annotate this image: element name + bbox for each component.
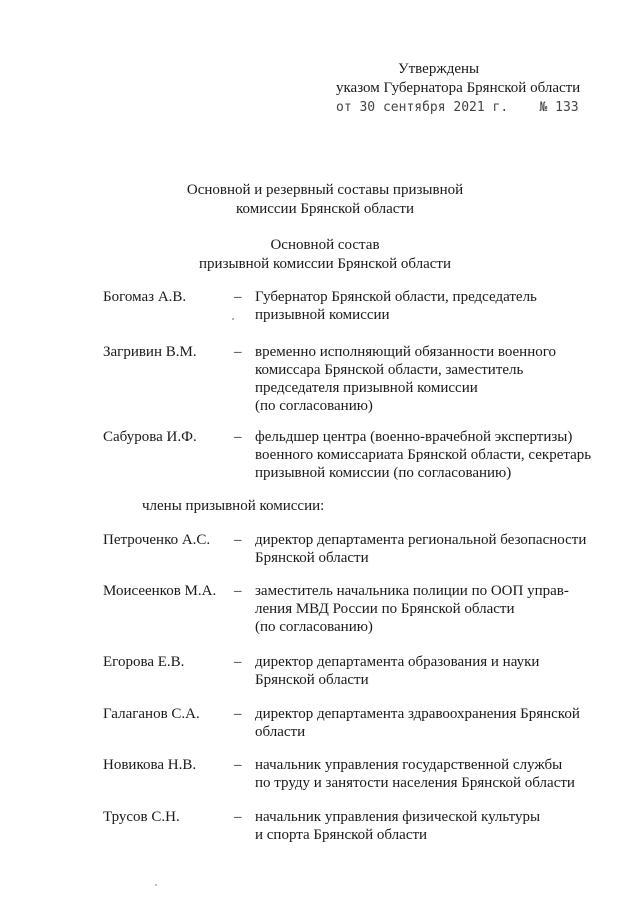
dash-separator: –	[234, 583, 242, 599]
member-name: Моисеенков М.А.	[103, 583, 217, 599]
position-line: призывной комиссии	[255, 307, 390, 323]
member-position	[255, 343, 600, 415]
document-title-line-1: Основной и резервный составы призывной	[186, 182, 464, 198]
document-title-line-2: комиссии Брянской области	[235, 201, 415, 217]
member-name: Егорова Е.В.	[103, 654, 185, 670]
position-line: Губернатор Брянской области, председатель	[255, 289, 537, 305]
position-line: директор департамента региональной безопасности	[255, 532, 587, 548]
section-title-line-1: Основной состав	[270, 237, 380, 253]
member-position	[255, 428, 600, 482]
member-name: Богомаз А.В.	[103, 289, 187, 305]
position-line: военного комиссариата Брянской области, секретарь	[255, 447, 592, 463]
position-line: председателя призывной комиссии	[255, 380, 478, 396]
member-position	[255, 288, 600, 324]
dash-separator: –	[234, 757, 242, 773]
position-line: (по согласованию)	[255, 619, 373, 635]
approval-heading: Утверждены	[398, 61, 480, 77]
member-position	[255, 808, 600, 844]
dash-separator: –	[234, 809, 242, 825]
position-line: директор департамента образования и науки	[255, 654, 540, 670]
member-position	[255, 531, 600, 567]
position-line: директор департамента здравоохранения Брянской	[255, 706, 580, 722]
approval-decree: указом Губернатора Брянской области	[336, 80, 581, 96]
members-label: члены призывной комиссии:	[142, 498, 325, 514]
position-line: призывной комиссии (по согласованию)	[255, 465, 512, 481]
position-line: фельдшер центра (военно-врачебной экспертизы)	[255, 429, 573, 445]
position-line: начальник управления государственной службы	[255, 757, 563, 773]
position-line: заместитель начальника полиции по ООП управ-	[255, 583, 569, 599]
dash-separator: –	[234, 344, 242, 360]
dash-separator: –	[234, 289, 242, 305]
member-position	[255, 756, 600, 792]
section-title	[150, 236, 500, 274]
member-name: Сабурова И.Ф.	[103, 429, 197, 445]
dash-separator: –	[234, 706, 242, 722]
member-name: Загривин В.М.	[103, 344, 197, 360]
position-line: начальник управления физической культуры	[255, 809, 541, 825]
member-position	[255, 705, 600, 741]
position-line: ления МВД России по Брянской области	[255, 601, 515, 617]
dash-separator: –	[234, 654, 242, 670]
scan-speck	[155, 884, 157, 886]
member-position	[255, 653, 600, 689]
position-line: по труду и занятости населения Брянской области	[255, 775, 575, 791]
position-line: Брянской области	[255, 672, 369, 688]
position-line: Брянской области	[255, 550, 369, 566]
approval-block	[336, 60, 596, 117]
dash-separator: –	[234, 429, 242, 445]
member-name: Новикова Н.В.	[103, 757, 197, 773]
position-line: временно исполняющий обязанности военного	[255, 344, 556, 360]
member-name: Петроченко А.С.	[103, 532, 211, 548]
position-line: комиссара Брянской области, заместитель	[255, 362, 524, 378]
approval-date-number: от 30 сентября 2021 г. № 133	[336, 100, 579, 115]
position-line: области	[255, 724, 306, 740]
section-title-line-2: призывной комиссии Брянской области	[199, 256, 451, 272]
document-title	[150, 181, 500, 219]
member-position	[255, 582, 600, 636]
member-name: Галаганов С.А.	[103, 706, 200, 722]
scan-speck	[232, 318, 234, 320]
position-line: (по согласованию)	[255, 398, 373, 414]
member-name: Трусов С.Н.	[103, 809, 180, 825]
dash-separator: –	[234, 532, 242, 548]
position-line: и спорта Брянской области	[255, 827, 428, 843]
